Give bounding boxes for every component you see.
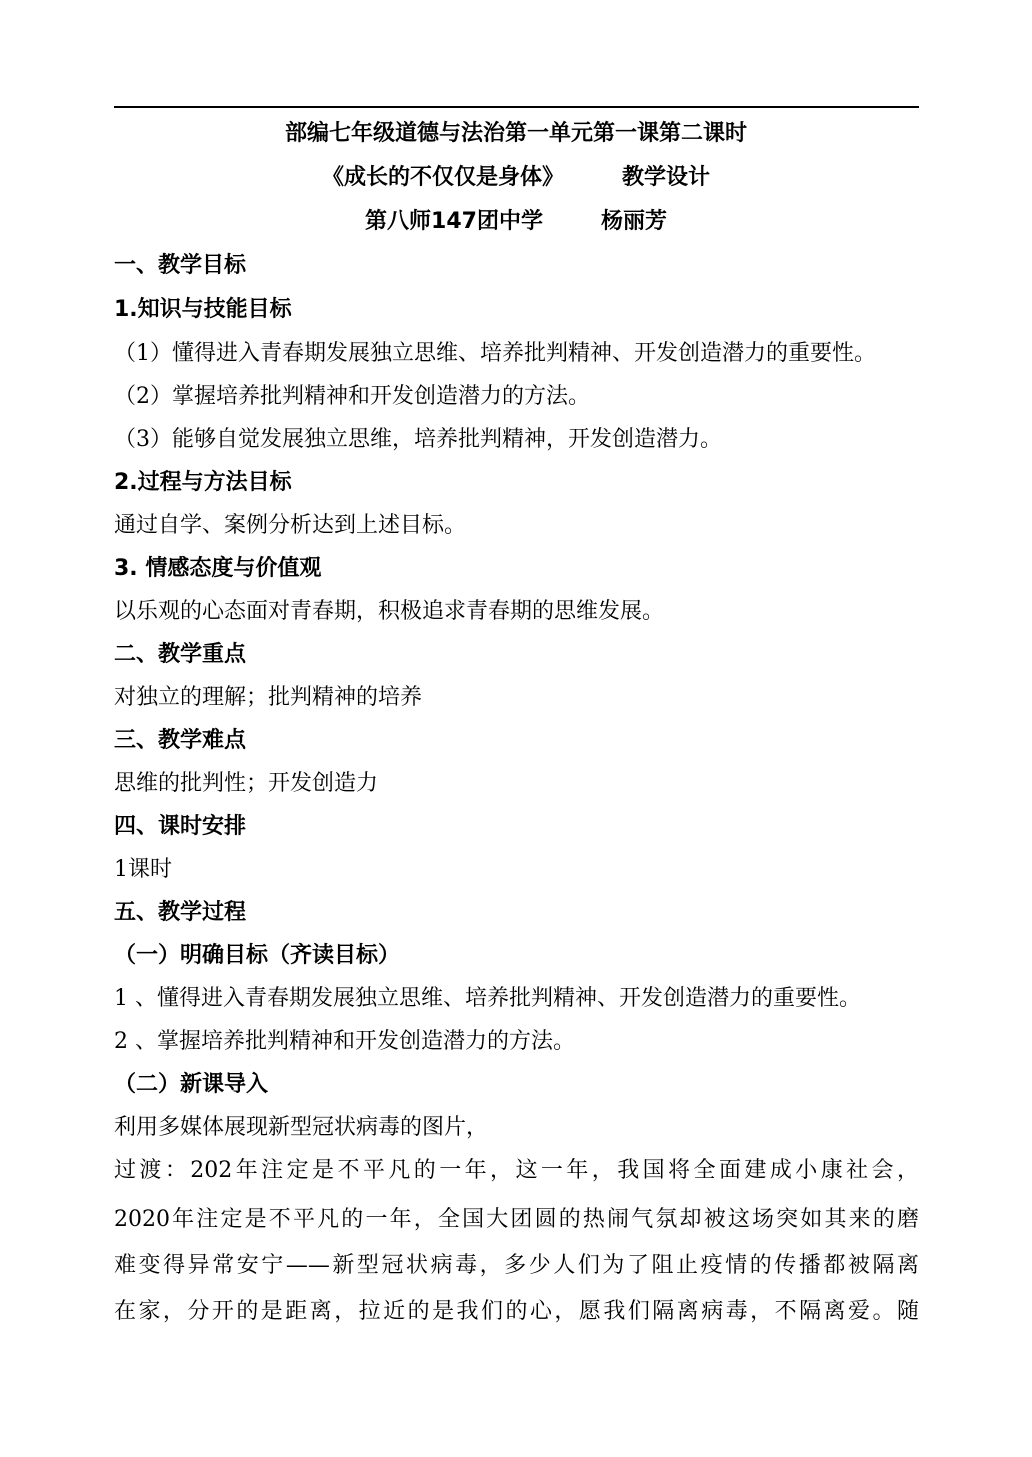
key-points-text: 对独立的理解；批判精神的培养: [114, 685, 423, 710]
difficulties-text: 思维的批判性；开发创造力: [114, 771, 379, 796]
intro-paragraph-2-line-3: 难变得异常安宁——新型冠状病毒，多少人们为了阻止疫情的传播都被隔离: [114, 1253, 919, 1278]
intro-paragraph-2-line-4: 在家，分开的是距离，拉近的是我们的心，愿我们隔离病毒，不隔离爱。随: [114, 1299, 919, 1324]
objective-item-1: （1）懂得进入青春期发展独立思维、培养批判精神、开发创造潜力的重要性。: [114, 341, 876, 366]
goal-item-2: 2 、掌握培养批判精神和开发创造潜力的方法。: [114, 1029, 575, 1054]
subheading-introduction: （二）新课导入: [114, 1072, 269, 1097]
header-rule: [114, 106, 919, 108]
section-heading-objectives: 一、教学目标: [114, 253, 247, 278]
section-heading-key-points: 二、教学重点: [114, 642, 247, 667]
intro-paragraph-2-line-2: 2020年注定是不平凡的一年，全国大团圆的热闹气氛却被这场突如其来的磨: [114, 1207, 919, 1232]
goal-item-1: 1 、懂得进入青春期发展独立思维、培养批判精神、开发创造潜力的重要性。: [114, 986, 861, 1011]
section-heading-schedule: 四、课时安排: [114, 814, 247, 839]
intro-paragraph-1: 利用多媒体展现新型冠状病毒的图片，: [114, 1115, 489, 1140]
subheading-emotion-values: 3. 情感态度与价值观: [114, 556, 322, 581]
intro-paragraph-2-line-1: 过渡：202年注定是不平凡的一年，这一年，我国将全面建成小康社会，: [114, 1158, 919, 1183]
section-heading-difficulties: 三、教学难点: [114, 728, 247, 753]
lesson-title: 《成长的不仅仅是身体》: [321, 165, 564, 190]
section-heading-process: 五、教学过程: [114, 900, 247, 925]
title-line-2: [0, 163, 1032, 193]
title-line-3: [0, 207, 1032, 237]
schedule-text: 1课时: [114, 857, 172, 882]
objective-item-3: （3）能够自觉发展独立思维，培养批判精神，开发创造潜力。: [114, 427, 722, 452]
subheading-knowledge-skills: 1.知识与技能目标: [114, 297, 292, 322]
objective-item-2: （2）掌握培养批判精神和开发创造潜力的方法。: [114, 384, 590, 409]
school-name: 第八师147团中学: [365, 209, 543, 234]
title-line-1: 部编七年级道德与法治第一单元第一课第二课时: [284, 121, 747, 146]
process-method-text: 通过自学、案例分析达到上述目标。: [114, 513, 467, 538]
subheading-process-method: 2.过程与方法目标: [114, 470, 292, 495]
design-label: 教学设计: [622, 165, 711, 190]
subheading-clear-goals: （一）明确目标（齐读目标）: [114, 943, 401, 968]
author-name: 杨丽芳: [600, 209, 667, 234]
emotion-values-text: 以乐观的心态面对青春期，积极追求青春期的思维发展。: [114, 599, 665, 624]
